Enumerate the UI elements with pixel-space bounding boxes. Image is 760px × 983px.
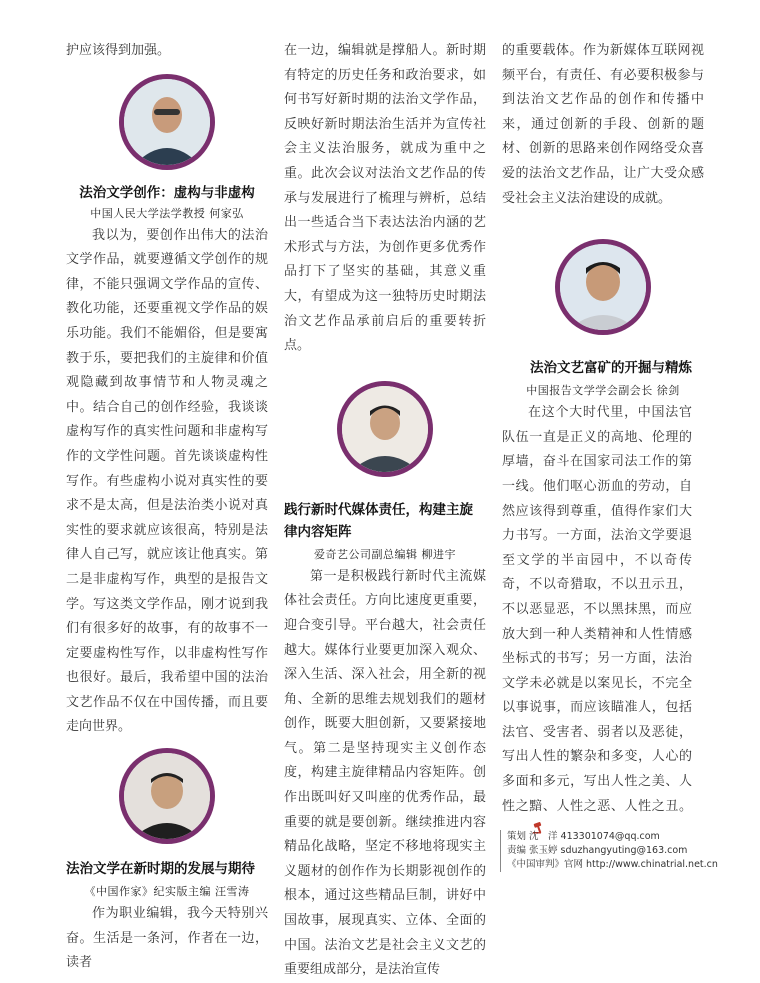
person-icon — [124, 753, 210, 839]
credit-website: 《中国审判》官网 http://www.chinatrial.net.cn — [507, 859, 718, 870]
byline: 爱奇艺公司副总编辑 柳进宇 — [314, 547, 456, 561]
byline: 中国报告文学学会副会长 徐剑 — [526, 384, 680, 398]
portrait-wang-xuetao — [119, 748, 215, 844]
portrait-xu-jian — [555, 239, 651, 335]
portrait-he-jiahong — [119, 74, 215, 170]
editorial-credits — [500, 830, 725, 872]
continued-text: 在一边，编辑就是撑船人。新时期有特定的历史任务和政治要求，如何书写好新时期的法治文学作品，反映好新时期法治生活并为宣传社会主义法治服务，就成为重中之重。此次会议对法治文艺作品的传承与发展进行了梳理与辨析，总结出一些适合当下表达法治内涵的艺术形式与方法，为创作更多优秀作品打下了坚实的基础，其意义重大，有望成为这一独特历史时期法治文艺作品承前启后的重要转折点。 — [284, 43, 486, 354]
section-body-text: 在这个大时代里，中国法官队伍一直是正义的高地、伦理的厚墙，奋斗在国家司法工作的第一线。他们呕心沥血的劳动，自然应该得到尊重，值得作家们大力书写。一方面，法治文学要退至文学的半亩园中，不以奇传奇，不以奇猎取，不以丑示丑，不以恶显恶，不以黑抹黑，而应放大到一种人类精神和人性情感坐标式的书写；另一方面，法治文学未必就是以案见长，不完全以事说事，而应该瞄准人，包括法官、受害者、弱者以及恶徒，写出人性的繁杂和多变，人心的多面和多元，写出人性之美、人性之黯、人性之恶、人性之丑。 — [502, 405, 692, 814]
credit-planner: 策划 沈 洋 413301074@qq.com — [507, 831, 660, 842]
section-heading: 法治文艺富矿的开掘与精炼 — [530, 360, 692, 377]
byline: 《中国作家》纪实版主编 汪雪涛 — [84, 885, 250, 899]
lead-text: 护应该得到加强。 — [66, 43, 171, 58]
person-icon — [342, 386, 428, 472]
column-2 — [284, 0, 486, 983]
section-heading: 法治文学在新时期的发展与期待 — [66, 861, 255, 878]
column-1 — [66, 0, 268, 976]
section-body — [502, 401, 692, 844]
person-icon — [124, 79, 210, 165]
section-body: 我以为，要创作出伟大的法治文学作品，就要遵循文学创作的规律，不能只强调文学作品的宣传、教化功能，还要重视文学作品的娱乐功能。我们不能媚俗，但是要寓教于乐，要把我们的主旋律和价值观隐藏到故事情节和人物灵魂之中。结合自己的创作经验，我谈谈虚构写作的真实性问题和非虚构写作的文学性问题。首先谈谈虚构性写作。有些虚构小说对真实性的要求不是太高，但是法治类小说对真实性的要求就应该很高，特别是法律人自己写，就应该让他真实。第二是非虚构写作，典型的是报告文学。写这类文学作品，刚才说到我们有很多好的故事，有的故事不一定要虚构性写作，以非虚构性写作也很好。最后，我希望中国的法治文艺作品不仅在中国传播，而且要走向世界。 — [66, 227, 268, 735]
person-icon — [560, 244, 646, 330]
section-heading: 践行新时代媒体责任，构建主旋律内容矩阵 — [284, 501, 473, 540]
byline: 中国人民大学法学教授 何家弘 — [90, 206, 244, 220]
section-body: 第一是积极践行新时代主流媒体社会责任。方向比速度更重要，迎合变引导。平台越大，社会责任越大。媒体行业要更加深入观众、深入生活、深入社会，用全新的视角、全新的思维去规划我们的题材创作，既要大胆创新，又要紧接地气。第二是坚持现实主义创作态度，构建主旋律精品内容矩阵。创作出既叫好又叫座的优秀作品，最重要的就是要创新。继续推进内容精品化战略，坚定不移地将现实主义题材的创作作为长期影视创作的根本，通过这些精品巨制，讲好中国故事，展现真实、立体、全面的中国。法治文艺是社会主义文艺的重要组成部分，是法治宣传 — [284, 568, 486, 978]
continued-text: 的重要载体。作为新媒体互联网视频平台，有责任、有必要积极参与到法治文艺作品的创作和传播中来，通过创新的手段、创新的题材、创新的思路来创作网络受众喜爱的法治文艺作品，让广大受众感受社会主义法治建设的成就。 — [502, 43, 704, 206]
credit-editor: 责编 张玉婷 sduzhangyuting@163.com — [507, 845, 688, 856]
portrait-liu-jinyu — [337, 381, 433, 477]
section-body: 作为职业编辑，我今天特别兴奋。生活是一条河，作者在一边，读者 — [66, 906, 268, 971]
section-heading: 法治文学创作：虚构与非虚构 — [79, 184, 255, 201]
column-3 — [502, 0, 704, 845]
